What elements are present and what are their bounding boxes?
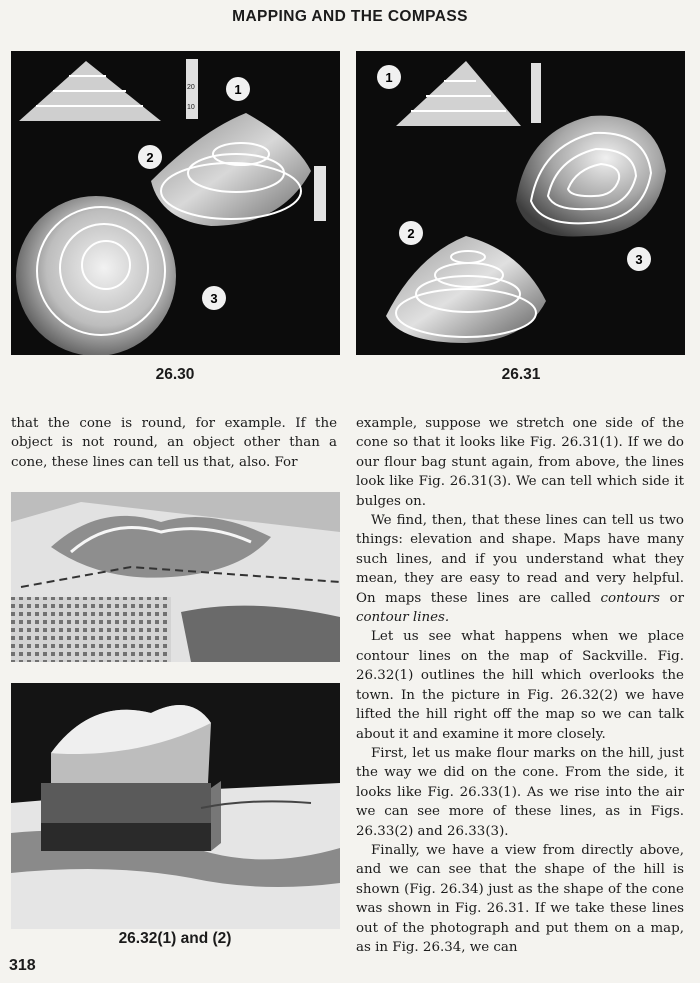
svg-text:1: 1: [385, 70, 393, 85]
paragraph-2-or: or: [659, 590, 684, 606]
figure-26-31-caption: 26.31: [501, 366, 541, 383]
paragraph-2-text: We find, then, that these lines can tell us two things: elevation and shape. Maps have many such lines, and if you understand what they mean, they are easy to read and very helpful. On maps these lines are called: [356, 513, 684, 606]
page-number: 318: [9, 957, 36, 974]
svg-text:3: 3: [635, 252, 643, 267]
ruler-label-20: 20: [187, 84, 195, 91]
term-contour-lines: contour lines.: [356, 610, 450, 626]
right-column-text: [356, 414, 684, 957]
marker-1-icon: [226, 77, 250, 101]
paragraph-1: example, suppose we stretch one side of the cone so that it looks like Fig. 26.31(1). If we do our flour bag stunt again, from above, the lines look like Fig. 26.31(3). We can tell which side it bulges on.: [356, 416, 684, 509]
running-head: MAPPING AND THE COMPASS: [232, 8, 468, 25]
paragraph-4: First, let us make flour marks on the hill, just the way we did on the cone. From the side, it looks like Fig. 26.33(1). As we rise into the air we can see more of these lines, as in Figs. 26.33(2) and 26.33(3).: [356, 745, 684, 839]
svg-text:2: 2: [407, 226, 415, 241]
left-column-text: [11, 414, 337, 472]
figure-26-32-1-photo: [11, 492, 340, 662]
svg-text:2: 2: [146, 150, 154, 165]
figure-26-31-photo: [356, 51, 685, 355]
figure-26-32-2-image: [11, 683, 340, 929]
figure-26-30-caption: 26.30: [155, 366, 195, 383]
paragraph-3: Let us see what happens when we place contour lines on the map of Sackville. Fig. 26.32(1) outlines the hill which overlooks the town. In the picture in Fig. 26.32(2) we have lifted the hill right off the map so we can talk about it and examine it more closely.: [356, 629, 684, 742]
figure-26-32-1-image: [11, 492, 340, 662]
svg-text:3: 3: [210, 291, 218, 306]
figure-26-31-image: [356, 51, 685, 355]
figure-26-32-caption: 26.32(1) and (2): [118, 930, 232, 947]
marker-3-icon: [627, 247, 651, 271]
figure-26-32-2-photo: [11, 683, 340, 929]
paragraph-5: Finally, we have a view from directly above, and we can see that the shape of the hill is shown (Fig. 26.34) just as the shape of the cone was shown in Fig. 26.31. If we take these lines out of the photograph and put them on a map, as in Fig. 26.34, we can: [356, 842, 684, 955]
term-contours: contours: [600, 590, 660, 606]
figure-26-30-photo: [11, 51, 340, 355]
paragraph-2: [356, 511, 684, 627]
marker-2-icon: [138, 145, 162, 169]
paragraph-left-top: that the cone is round, for example. If the object is not round, an object other than a cone, these lines can tell us that, also. For: [11, 416, 337, 470]
marker-1-icon: [377, 65, 401, 89]
marker-3-icon: [202, 286, 226, 310]
ruler-label-10: 10: [187, 104, 195, 111]
figure-26-30-image: [11, 51, 340, 355]
marker-2-icon: [399, 221, 423, 245]
svg-text:1: 1: [234, 82, 242, 97]
